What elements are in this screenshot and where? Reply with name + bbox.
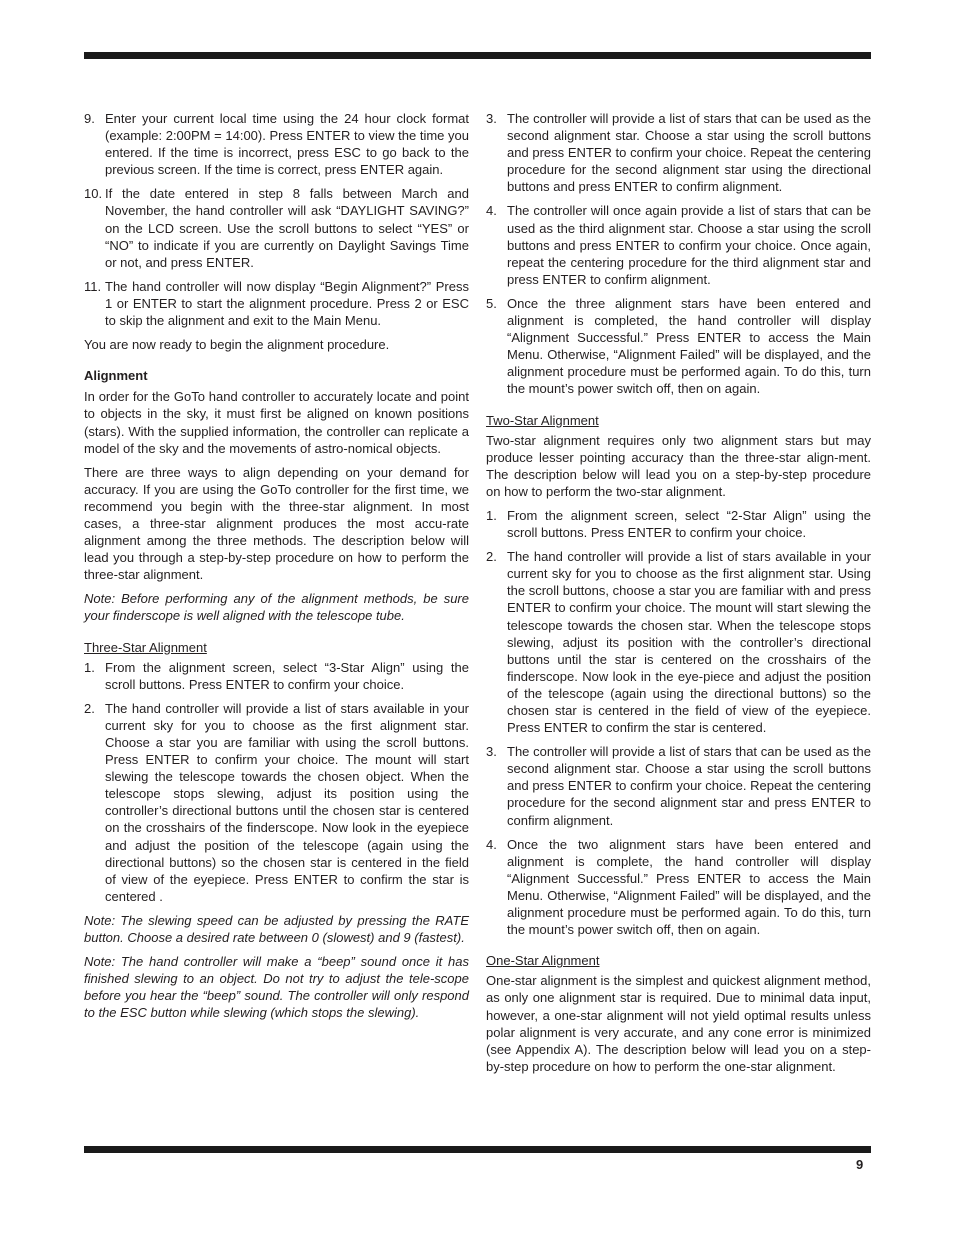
alignment-paragraph-2: There are three ways to align depending on your demand for accuracy. If you are using the GoTo controller for the first time, we recommend you begin with the three-star alignment. In most cases, a three-star alignment produces the most accu-rate alignment among the three methods. The description below will lead you through a step-by-step procedure on how to perform the three-star alignment.	[84, 464, 469, 583]
step-text: If the date entered in step 8 falls between March and November, the hand controller will ask “DAYLIGHT SAVING?” on the LCD screen. Use the scroll buttons to select “YES” or “NO” to indicate if you are currently on Daylight Savings Time or not, and press ENTER.	[105, 186, 469, 270]
left-column	[84, 110, 469, 1029]
step-text: The hand controller will provide a list of stars available in your current sky for you to choose as the first alignment star. Choose a star you are familiar with using the scroll buttons. Press ENTER to confirm your choice. The mount will start slewing the telescope towards the chosen object. When the telescope stops slewing, adjust its position using the controller’s directional buttons until the chosen star is centered on the crosshairs of the finderscope. Now look in the eyepiece and adjust the position of the telescope (again using the directional buttons) so the chosen star is centered in the field of view of the eyepiece. Press ENTER to confirm the star is centered .	[105, 700, 469, 904]
step-number: 5.	[486, 295, 497, 311]
list-item	[486, 295, 871, 398]
step-number: 4.	[486, 203, 497, 219]
step-number: 1.	[486, 507, 497, 523]
ready-paragraph: You are now ready to begin the alignment procedure.	[84, 337, 390, 353]
step-number: 9.	[84, 111, 95, 126]
step-text: The controller will provide a list of stars that can be used as the second alignment star. Choose a star using the scroll buttons and press ENTER to confirm your choice. Repeat the centering procedure for the second alignment star using the directional buttons and press ENTER to confirm alignment.	[507, 111, 871, 195]
setup-steps-list	[84, 110, 469, 329]
step-number: 10.	[84, 186, 103, 202]
three-star-steps-list	[84, 659, 469, 905]
right-column	[486, 110, 871, 1082]
list-item	[84, 659, 469, 693]
list-item	[84, 185, 469, 270]
step-number: 3.	[486, 744, 497, 760]
step-text: Once the three alignment stars have been entered and alignment is completed, the hand controller will display “Alignment Successful.” Press ENTER to access the Main Menu. Otherwise, “Alignment Failed” will be displayed, and the alignment procedure must be performed again. To do this, turn the mount’s power switch off, then on again.	[507, 295, 871, 397]
step-text: The controller will once again provide a list of stars that can be used as the third alignment star. Choose a star using the scroll buttons and press ENTER to confirm your choice. Once again, repeat the centering procedure for the third alignment star and press ENTER to confirm alignment.	[507, 203, 871, 287]
finderscope-note: Note: Before performing any of the alignment methods, be sure your finderscope is well aligned with the telescope tube.	[84, 591, 469, 624]
two-star-heading: Two-Star Alignment	[486, 412, 599, 428]
one-star-heading: One-Star Alignment	[486, 953, 600, 969]
step-text: From the alignment screen, select “2-Star Align” using the scroll buttons. Press ENTER to confirm your choice.	[507, 507, 871, 541]
three-star-heading: Three-Star Alignment	[84, 639, 207, 655]
alignment-paragraph-1: In order for the GoTo hand controller to accurately locate and point to objects in the sky, it must first be aligned on known positions (stars). With the supplied information, the controller can replicate a model of the sky and the movements of astro-nomical objects.	[84, 389, 469, 456]
list-item	[486, 507, 871, 541]
page-number: 9	[856, 1157, 864, 1172]
list-item	[486, 202, 871, 287]
step-number: 1.	[84, 659, 95, 675]
two-star-steps-list	[486, 507, 871, 938]
step-text: From the alignment screen, select “3-Star Align” using the scroll buttons. Press ENTER to confirm your choice.	[105, 659, 469, 692]
step-text: The hand controller will provide a list of stars available in your current sky for you to choose as the first alignment star. Using the scroll buttons, choose a star you are familiar with and press ENTER to confirm your choice. The mount will start slewing the telescope towards the chosen star. When the telescope stops slewing, adjust its position with the controller’s directional buttons until the star is centered on the crosshairs of the finderscope. Now look in the eye-piece and adjust the position of the telescope (again using the directional buttons) so the chosen star is centered in the field of view of the eyepiece. Press ENTER to confirm the star is centered.	[507, 549, 871, 736]
step-text: Enter your current local time using the 24 hour clock format (example: 2:00PM = 14:00). Press ENTER to view the time you entered. If the time is incorrect, press ESC to go back to the previous screen. If the time is correct, press ENTER again.	[105, 111, 469, 178]
list-item	[486, 743, 871, 828]
step-number: 4.	[486, 836, 497, 852]
list-item	[486, 836, 871, 939]
top-rule	[84, 52, 871, 59]
three-star-steps-continued	[486, 110, 871, 398]
rate-note: Note: The slewing speed can be adjusted by pressing the RATE button. Choose a desired rate between 0 (slowest) and 9 (fastest).	[84, 912, 469, 946]
two-star-intro: Two-star alignment requires only two alignment stars but may produce lesser pointing accuracy than the three-star align-ment. The description below will lead you on a step-by-step procedure on how to perform the two-star alignment.	[486, 432, 871, 499]
list-item	[486, 110, 871, 195]
step-number: 2.	[486, 549, 497, 565]
bottom-rule	[84, 1146, 871, 1153]
list-item	[84, 700, 469, 905]
step-number: 11.	[84, 278, 102, 294]
list-item	[84, 278, 469, 329]
list-item	[486, 548, 871, 736]
step-text: The controller will provide a list of stars that can be used as the second alignment star. Choose a star using the scroll buttons and press ENTER to confirm your choice. Repeat the centering procedure for the second alignment star and press ENTER to confirm alignment.	[507, 744, 871, 828]
step-text: The hand controller will now display “Begin Alignment?” Press 1 or ENTER to start the alignment procedure. Press 2 or ESC to skip the alignment and exit to the Main Menu.	[105, 278, 469, 329]
step-text: Once the two alignment stars have been entered and alignment is complete, the hand controller will display “Alignment Successful.” Press ENTER to access the Main Menu. Otherwise, “Alignment Failed” will be displayed, and the alignment procedure must be performed again. To do this, turn the mount’s power switch off, then on again.	[507, 836, 871, 938]
step-number: 3.	[486, 111, 497, 126]
one-star-intro: One-star alignment is the simplest and quickest alignment method, as only one alignment star is required. Due to minimal data input, however, a one-star alignment will not yield optimal results unless polar alignment is very accurate, and any cone error is minimized (see Appendix A). The description below will lead you on a step-by-step procedure on how to perform the one-star alignment.	[486, 973, 871, 1074]
alignment-heading: Alignment	[84, 368, 148, 384]
beep-note: Note: The hand controller will make a “beep” sound once it has finished slewing to an object. Do not try to adjust the tele-scope before you hear the “beep” sound. The controller will only respond to the ESC button while slewing (which stops the slewing).	[84, 954, 469, 1021]
list-item	[84, 110, 469, 178]
step-number: 2.	[84, 700, 95, 716]
